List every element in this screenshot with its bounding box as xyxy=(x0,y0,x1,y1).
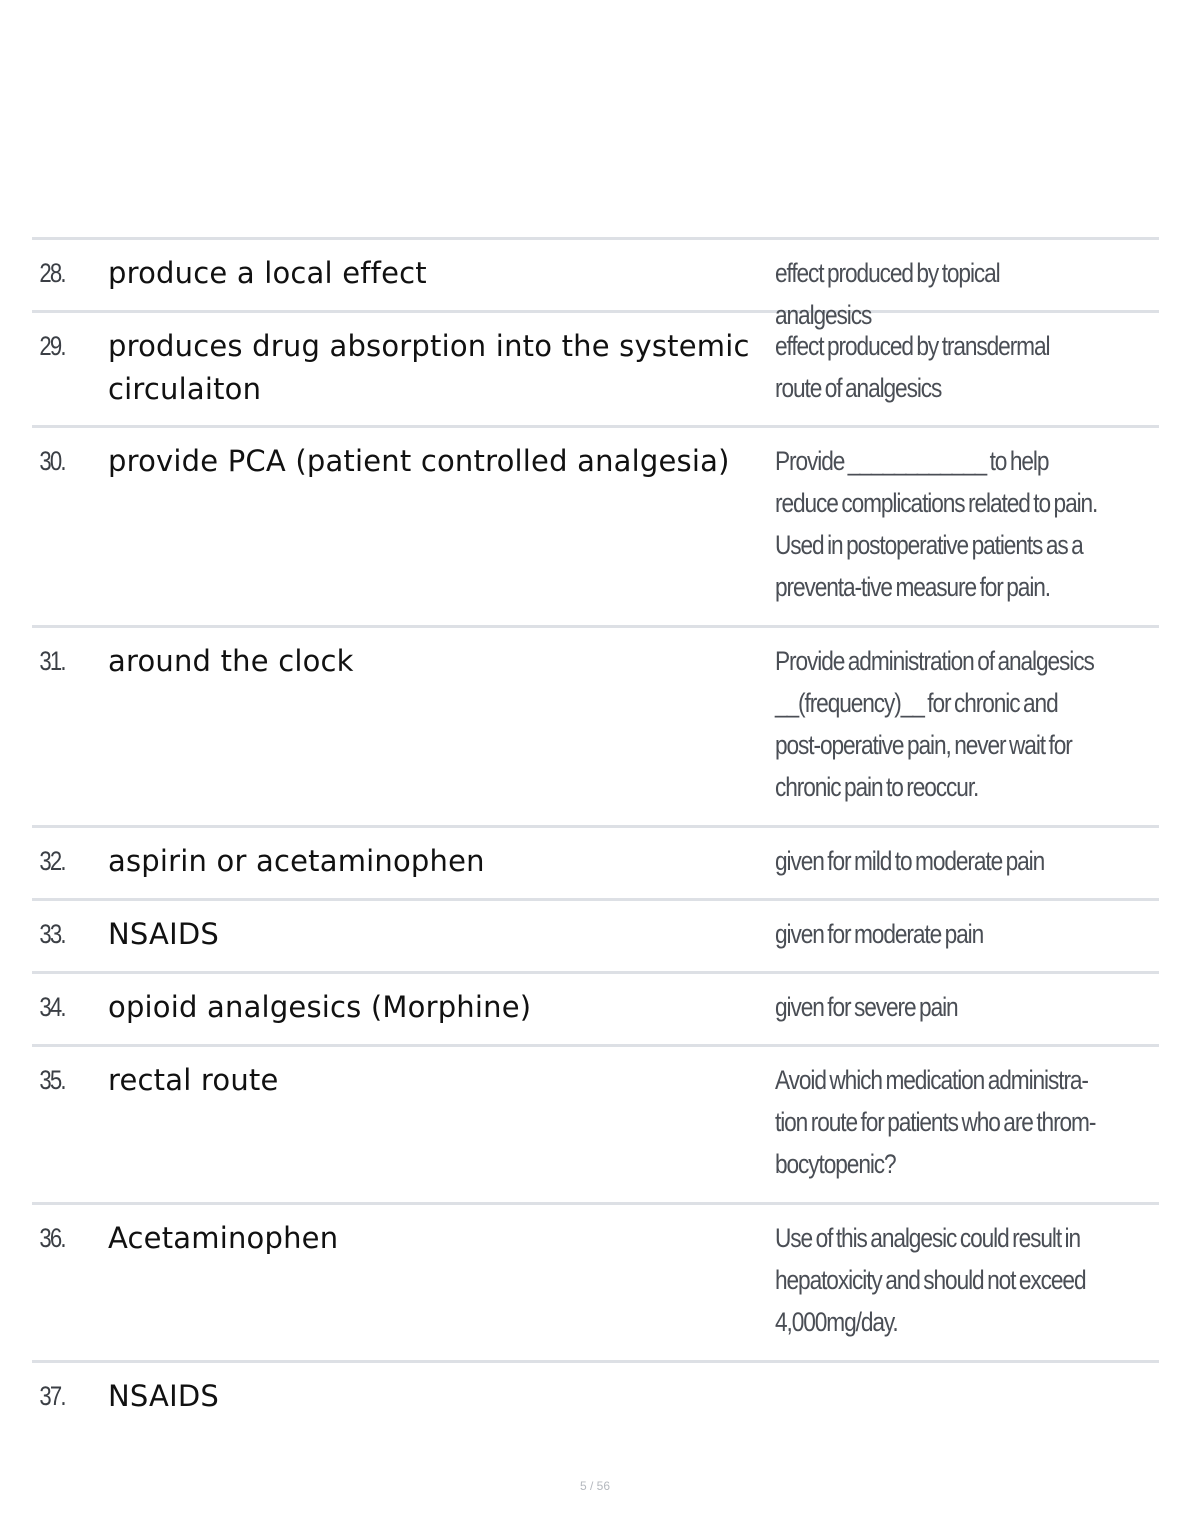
card-definition: Avoid which medication administra-tion route for patients who are throm-bocytopenic? xyxy=(775,1065,1096,1179)
card-definition: Provide administration of analgesics __(frequency)__ for chronic and post-operative pain, never wait for chronic pain to reoccur. xyxy=(775,646,1094,802)
flashcard-table xyxy=(32,237,1159,1436)
table-row xyxy=(32,628,1159,828)
page-number: 5 / 56 xyxy=(579,1479,611,1493)
table-row xyxy=(32,428,1159,628)
card-term: rectal route xyxy=(108,1063,279,1097)
card-term: opioid analgesics (Morphine) xyxy=(108,990,532,1024)
card-definition: Provide ____________ to help reduce complications related to pain. Used in postoperative patients as a preventa-tive measure for pain. xyxy=(775,446,1098,602)
card-number: 35. xyxy=(39,1065,65,1095)
card-number: 28. xyxy=(39,258,65,288)
card-term: produce a local effect xyxy=(108,256,427,290)
card-number: 33. xyxy=(39,919,65,949)
card-definition: effect produced by transdermal route of analgesics xyxy=(775,331,1050,403)
table-row xyxy=(32,828,1159,901)
card-term: produces drug absorption into the systemic circulaiton xyxy=(108,329,750,406)
card-term: provide PCA (patient controlled analgesia) xyxy=(108,444,730,478)
card-definition: given for moderate pain xyxy=(775,919,984,949)
card-definition: given for severe pain xyxy=(775,992,958,1022)
table-row xyxy=(32,1047,1159,1205)
card-number: 34. xyxy=(39,992,65,1022)
card-number: 30. xyxy=(39,446,65,476)
table-row xyxy=(32,901,1159,974)
card-term: Acetaminophen xyxy=(108,1221,339,1255)
card-definition: effect produced by topical analgesics xyxy=(775,258,1000,330)
table-row xyxy=(32,313,1159,428)
card-term: NSAIDS xyxy=(108,917,219,951)
card-number: 37. xyxy=(39,1381,65,1411)
table-row xyxy=(32,240,1159,330)
card-term: NSAIDS xyxy=(108,1379,219,1413)
card-term: around the clock xyxy=(108,644,354,678)
card-number: 31. xyxy=(39,646,65,676)
table-row xyxy=(32,974,1159,1047)
table-row xyxy=(32,1205,1159,1363)
card-number: 29. xyxy=(39,331,65,361)
table-row xyxy=(32,1363,1159,1436)
card-number: 32. xyxy=(39,846,65,876)
card-definition: given for mild to moderate pain xyxy=(775,846,1045,876)
card-term: aspirin or acetaminophen xyxy=(108,844,485,878)
card-definition: Use of this analgesic could result in hepatoxicity and should not exceed 4,000mg/day. xyxy=(775,1223,1086,1337)
card-number: 36. xyxy=(39,1223,65,1253)
